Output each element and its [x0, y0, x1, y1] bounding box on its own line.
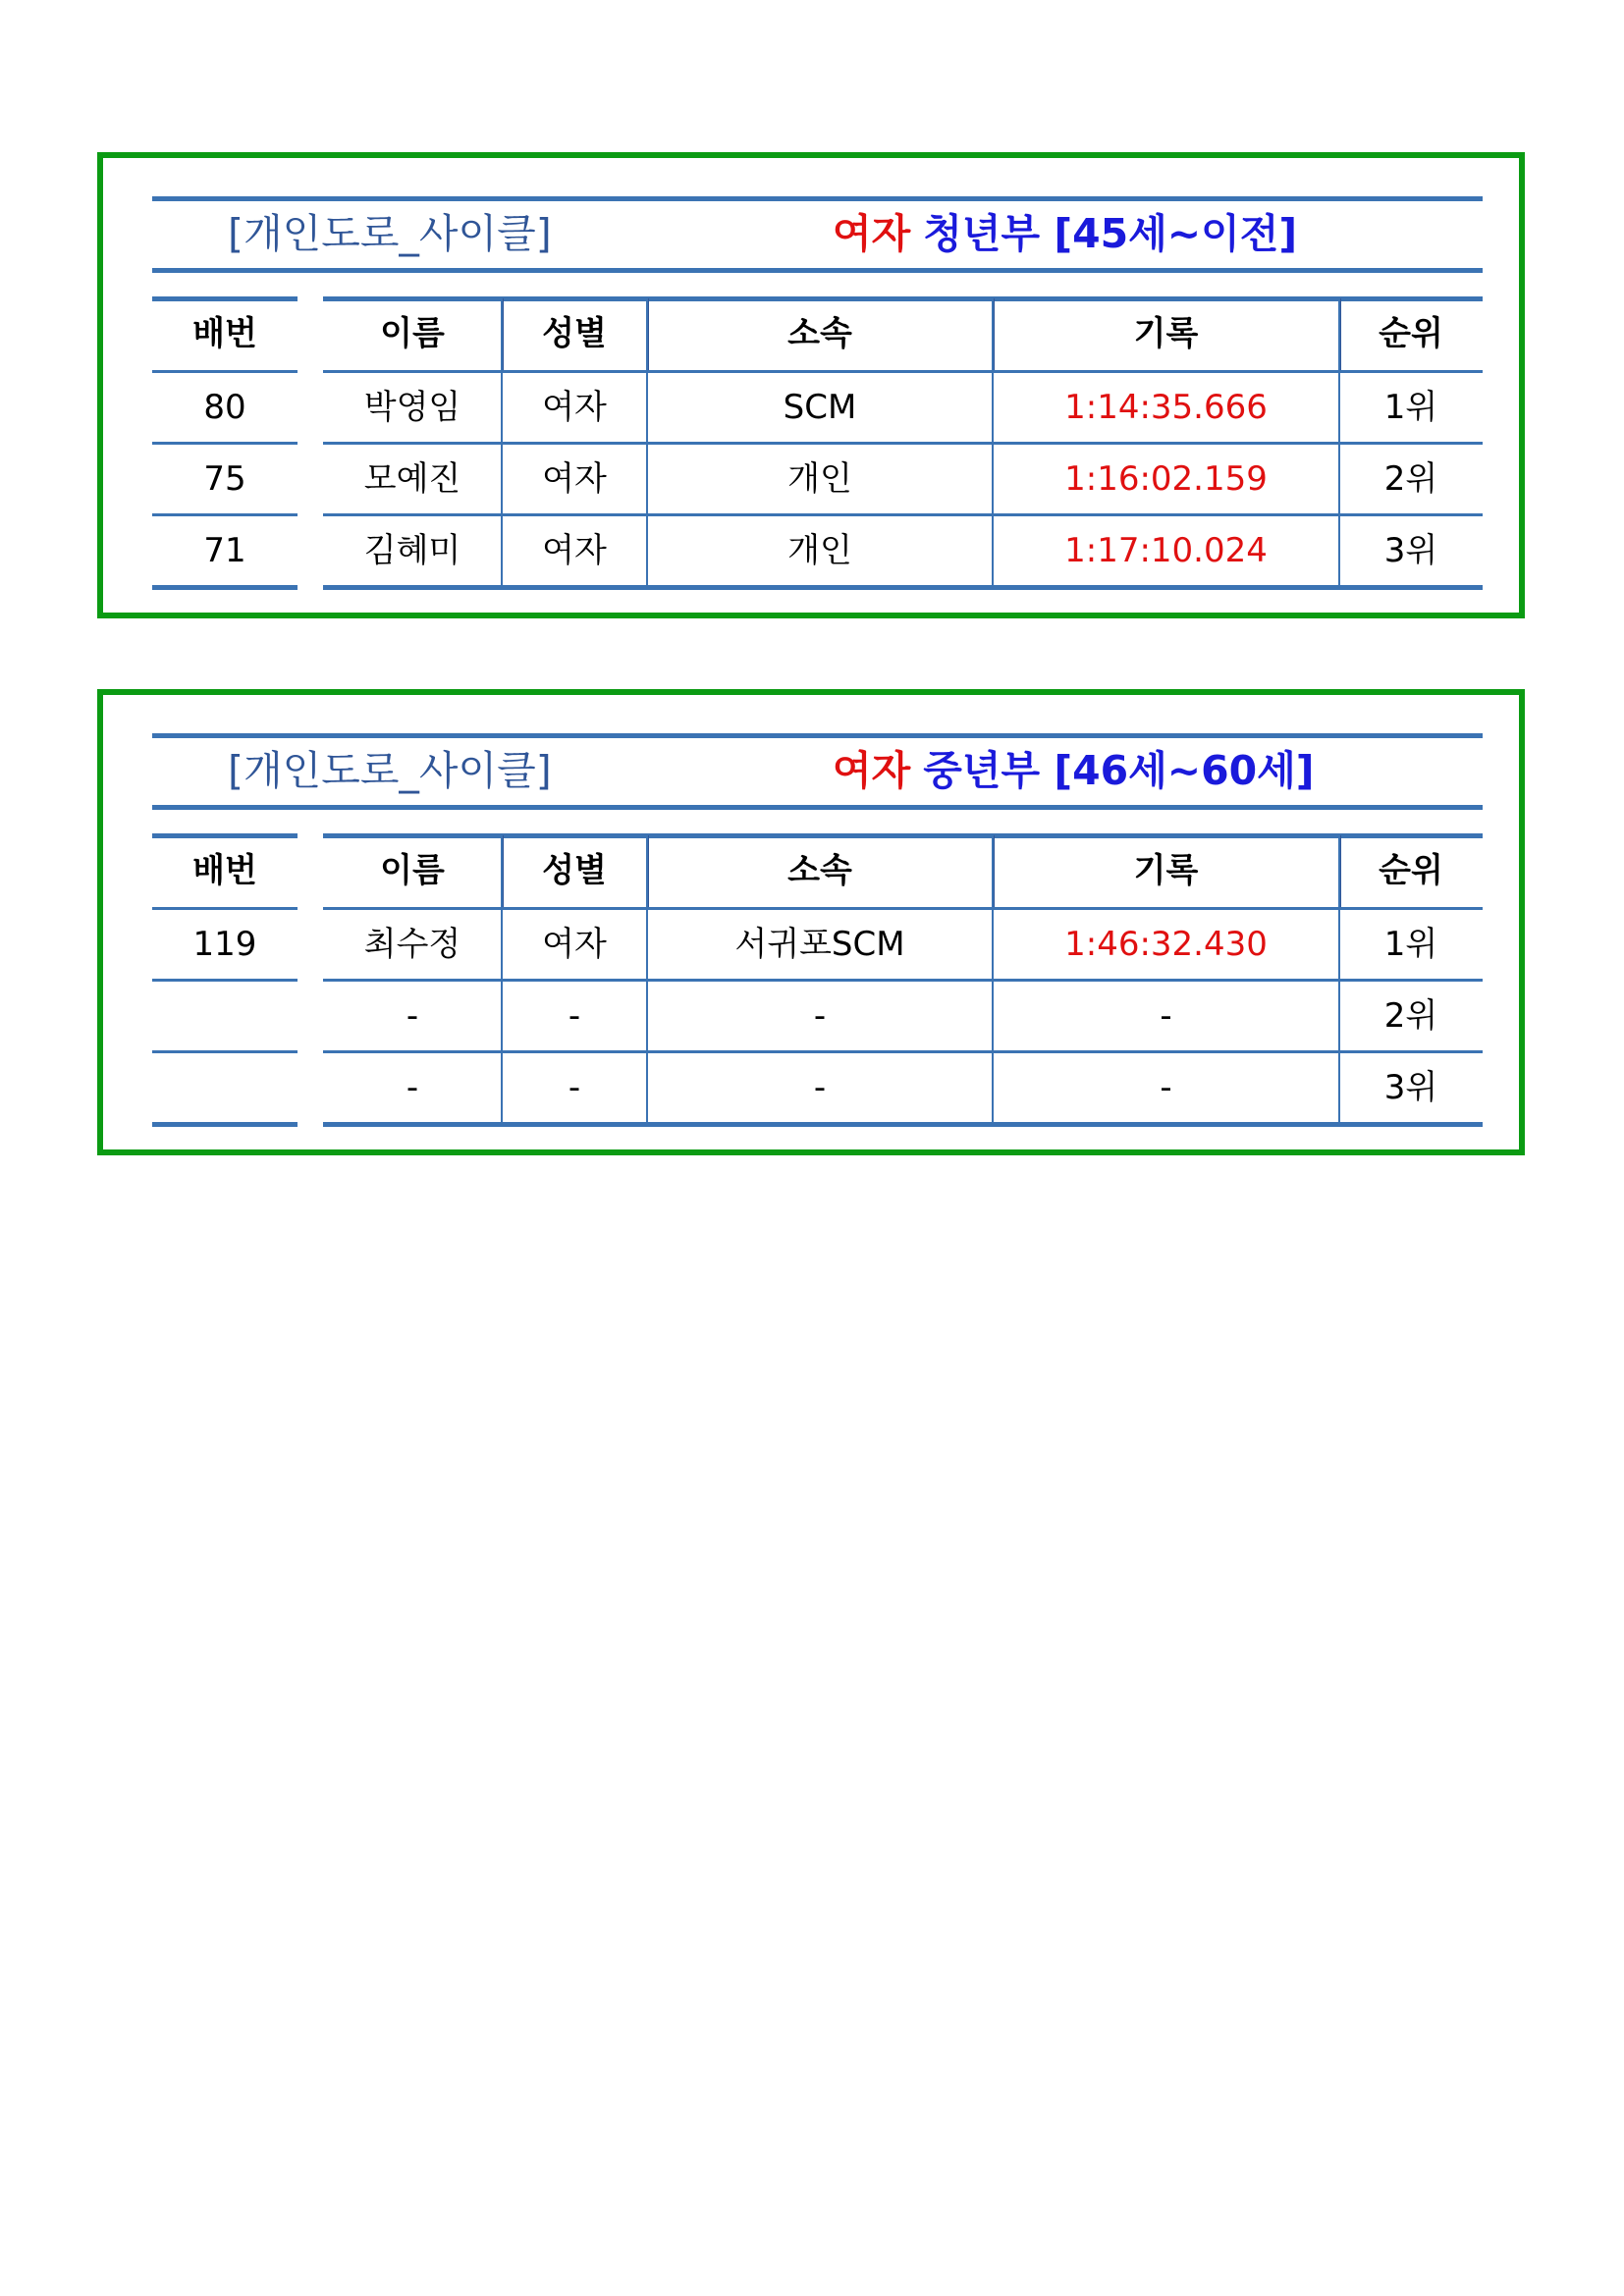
table-header-row: [152, 298, 1483, 370]
table-rule: [323, 585, 1483, 590]
header-record: 기록: [1133, 851, 1199, 890]
table-header-row: [152, 835, 1483, 907]
table-rule: [152, 585, 298, 590]
event-title: [개인도로_사이클]: [228, 210, 552, 257]
record-cell: 1:17:10.024: [1064, 531, 1268, 570]
team-cell: 개인: [787, 459, 852, 499]
team-cell: -: [813, 1068, 827, 1107]
bib-cell: 80: [203, 388, 246, 427]
column-divider: [646, 298, 648, 585]
division-gender: 여자: [833, 210, 911, 257]
header-name: 이름: [380, 314, 445, 353]
table-row: [152, 444, 1483, 515]
event-title: [개인도로_사이클]: [228, 747, 552, 794]
header-rank: 순위: [1379, 851, 1443, 890]
rank-cell: 2위: [1383, 996, 1438, 1036]
name-cell: -: [406, 996, 419, 1036]
table-rule: [323, 1122, 1483, 1127]
column-divider: [1338, 835, 1340, 1122]
gender-cell: 여자: [542, 531, 607, 570]
gender-cell: 여자: [542, 459, 607, 499]
bib-cell: [152, 981, 298, 1052]
header-bib: 배번: [192, 851, 257, 890]
table-rule: [152, 1122, 298, 1127]
division-title: [833, 209, 1298, 258]
bib-cell: [152, 1052, 298, 1124]
gender-cell: 여자: [542, 925, 607, 964]
column-divider: [1338, 298, 1340, 585]
column-divider: [992, 298, 994, 585]
title-top-rule: [152, 196, 1483, 201]
rank-cell: 1위: [1383, 388, 1438, 427]
record-cell: 1:14:35.666: [1064, 388, 1268, 427]
division-name: 중년부 [46세~60세]: [923, 747, 1315, 794]
team-cell: -: [813, 996, 827, 1036]
record-cell: 1:46:32.430: [1064, 925, 1268, 964]
header-gender: 성별: [542, 851, 607, 890]
table-row: [152, 515, 1483, 587]
header-gender: 성별: [542, 314, 607, 353]
record-cell: -: [1160, 996, 1172, 1036]
column-divider: [992, 835, 994, 1122]
header-name: 이름: [380, 851, 445, 890]
bib-cell: 119: [192, 925, 257, 964]
gender-cell: -: [568, 1068, 581, 1107]
column-divider: [501, 298, 503, 585]
table-row: [152, 909, 1483, 981]
record-cell: -: [1160, 1068, 1172, 1107]
column-divider: [501, 835, 503, 1122]
record-cell: 1:16:02.159: [1064, 459, 1268, 499]
header-record: 기록: [1133, 314, 1199, 353]
header-rank: 순위: [1379, 314, 1443, 353]
name-cell: 최수정: [363, 925, 461, 964]
gender-cell: -: [568, 996, 581, 1036]
header-team: 소속: [787, 314, 852, 353]
division-gender: 여자: [833, 747, 911, 794]
header-team: 소속: [787, 851, 852, 890]
team-cell: 개인: [787, 531, 852, 570]
results-panel-middle-age: [97, 689, 1525, 1155]
column-divider: [646, 835, 648, 1122]
rank-cell: 1위: [1383, 925, 1438, 964]
results-panel-youth: [97, 152, 1525, 618]
bib-cell: 71: [203, 531, 246, 570]
rank-cell: 3위: [1383, 531, 1438, 570]
rank-cell: 2위: [1383, 459, 1438, 499]
name-cell: 박영임: [363, 388, 461, 427]
name-cell: -: [406, 1068, 419, 1107]
team-cell: SCM: [783, 388, 857, 427]
name-cell: 김혜미: [363, 531, 461, 570]
title-bottom-rule: [152, 805, 1483, 810]
table-row: [152, 1052, 1483, 1124]
header-bib: 배번: [192, 314, 257, 353]
title-bottom-rule: [152, 268, 1483, 273]
title-top-rule: [152, 733, 1483, 738]
table-row: [152, 981, 1483, 1052]
team-cell: 서귀포SCM: [734, 925, 905, 964]
gender-cell: 여자: [542, 388, 607, 427]
bib-cell: 75: [203, 459, 246, 499]
rank-cell: 3위: [1383, 1068, 1438, 1107]
name-cell: 모예진: [363, 459, 461, 499]
table-row: [152, 372, 1483, 444]
division-name: 청년부 [45세~이전]: [923, 210, 1298, 257]
division-title: [833, 746, 1315, 795]
